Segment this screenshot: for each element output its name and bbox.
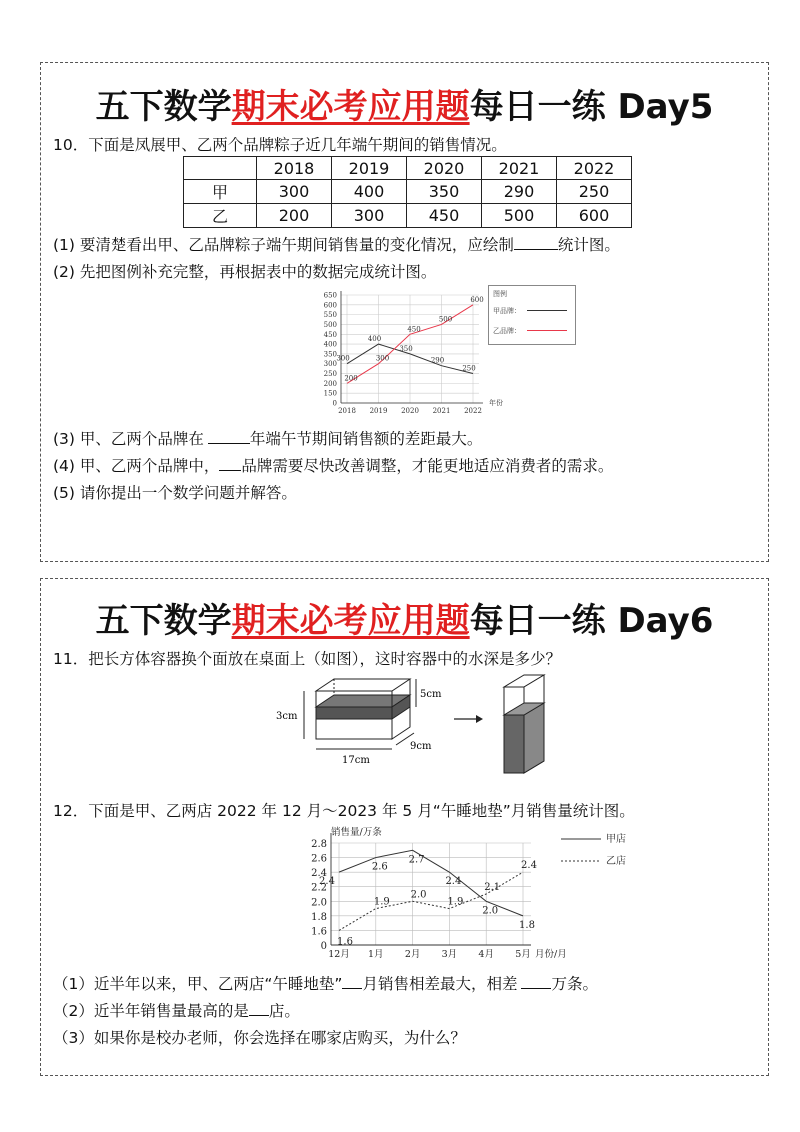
table-row-label: 甲 — [184, 180, 257, 204]
y-tick-label: 1.8 — [311, 911, 327, 923]
data-label: 350 — [399, 344, 413, 353]
q10-part3-text: (3) 甲、乙两个品牌在 — [53, 430, 204, 448]
q12-part2 — [53, 999, 300, 1021]
x-tick-label: 2020 — [401, 407, 419, 415]
data-label-jia: 2.6 — [371, 861, 388, 873]
data-label-jia: 1.8 — [519, 919, 535, 931]
data-label: 300 — [375, 354, 390, 363]
y-tick-label: 200 — [323, 379, 337, 388]
x-axis-label: 年份 — [489, 399, 503, 407]
label-width: 3cm — [276, 711, 298, 722]
q12-part1 — [53, 972, 598, 994]
answer-blank[interactable] — [514, 235, 558, 250]
data-label-jia: 2.4 — [445, 876, 462, 888]
x-tick-label: 12月 — [328, 949, 350, 960]
q12-stem: 12．下面是甲、乙两店 2022 年 12 月～2023 年 5 月“午睡地垫”月销售量统计图。 — [53, 802, 635, 820]
q12-part1-tail: 万条。 — [551, 975, 598, 993]
data-label: 400 — [367, 335, 382, 344]
data-label-yi: 2.4 — [521, 860, 537, 872]
q12-part1-text: （1）近半年以来，甲、乙两店“午睡地垫” — [53, 975, 343, 993]
y-tick-label: 600 — [323, 301, 337, 310]
q10-stem: 10．下面是凤展甲、乙两个品牌粽子近几年端午期间的销售情况。 — [53, 136, 507, 154]
table-cell: 300 — [257, 180, 332, 204]
answer-blank[interactable] — [521, 974, 551, 989]
table-year: 2018 — [257, 157, 332, 180]
data-label: 200 — [344, 374, 358, 383]
day6-card — [40, 578, 769, 1076]
horizontal-box — [304, 679, 416, 749]
data-label: 250 — [462, 364, 476, 373]
arrow-icon — [454, 715, 483, 723]
day6-title — [41, 593, 768, 642]
x-tick-label: 5月 — [515, 949, 531, 960]
chart1-legend — [488, 285, 576, 345]
q10-part4-tail: 品牌需要尽快改善调整，才能更地适应消费者的需求。 — [241, 457, 614, 475]
q10-part1 — [53, 233, 620, 255]
table-cell: 600 — [557, 204, 632, 228]
answer-blank[interactable] — [249, 1001, 269, 1016]
sales-table — [183, 156, 632, 228]
data-label: 450 — [407, 325, 421, 334]
x-tick-label: 4月 — [478, 949, 494, 960]
data-label-jia: 2.7 — [408, 854, 425, 866]
data-label-yi: 2.1 — [484, 882, 501, 893]
q10-part4-text: (4) 甲、乙两个品牌中， — [53, 457, 220, 475]
legend-item-yi — [493, 326, 521, 336]
y-tick-label: 400 — [323, 340, 337, 349]
title-prefix: 五下数学 — [95, 87, 232, 127]
title-highlight: 期末必考应用题 — [231, 87, 470, 127]
table-corner — [184, 157, 257, 180]
label-length: 17cm — [342, 755, 370, 766]
x-tick-label: 2018 — [338, 407, 356, 415]
y-tick-label: 550 — [323, 311, 337, 320]
x-tick-label: 2021 — [432, 407, 451, 415]
answer-blank[interactable] — [219, 456, 241, 471]
x-tick-label: 2022 — [464, 407, 482, 415]
x-axis-label: 月份/月 — [535, 949, 567, 960]
table-cell: 250 — [557, 180, 632, 204]
y-tick-label: 2.8 — [311, 839, 327, 850]
q10-part1-tail: 统计图。 — [557, 236, 620, 254]
table-row-label: 乙 — [184, 204, 257, 228]
table-cell: 200 — [257, 204, 332, 228]
legend-label-yi: 乙店 — [606, 856, 626, 867]
y-tick-label: 2.2 — [311, 882, 327, 894]
q10-part3-tail: 年端午节期间销售额的差距最大。 — [249, 430, 483, 448]
q12-part2-tail: 店。 — [268, 1002, 300, 1020]
legend-label-jia: 甲店 — [606, 834, 626, 845]
table-cell: 350 — [407, 180, 482, 204]
q11-stem: 11．把长方体容器换个面放在桌面上（如图），这时容器中的水深是多少？ — [53, 650, 561, 668]
y-tick-label: 0 — [320, 941, 327, 952]
table-row — [184, 180, 632, 204]
table-cell: 400 — [332, 180, 407, 204]
table-cell: 500 — [482, 204, 557, 228]
container-diagram — [276, 667, 576, 777]
q10-part5: (5) 请你提出一个数学问题并解答。 — [53, 484, 297, 502]
y-tick-label: 2.0 — [311, 897, 327, 909]
table-header-row — [184, 157, 632, 180]
table-year: 2019 — [332, 157, 407, 180]
q10-part3 — [53, 427, 482, 449]
y-tick-label: 350 — [323, 350, 337, 359]
y-tick-label: 2.4 — [311, 868, 327, 880]
answer-blank[interactable] — [342, 974, 362, 989]
data-label: 300 — [336, 354, 350, 363]
q10-part2: (2) 先把图例补充完整，再根据表中的数据完成统计图。 — [53, 263, 437, 281]
label-height: 5cm — [420, 689, 442, 700]
table-cell: 290 — [482, 180, 557, 204]
legend-line-yi — [527, 330, 567, 331]
y-tick-label: 450 — [323, 330, 337, 339]
q12-part2-text: （2）近半年销售量最高的是 — [53, 1002, 249, 1020]
data-label: 500 — [438, 315, 453, 324]
data-label-yi: 1.9 — [373, 896, 390, 908]
y-tick-label: 250 — [323, 370, 337, 379]
data-label: 600 — [470, 295, 484, 304]
legend-title: 图例 — [493, 290, 507, 298]
data-label: 290 — [430, 356, 445, 365]
table-row — [184, 204, 632, 228]
label-depth: 9cm — [410, 741, 432, 752]
answer-blank[interactable] — [208, 429, 250, 444]
table-year: 2022 — [557, 157, 632, 180]
q12-part3: （3）如果你是校办老师，你会选择在哪家店购买，为什么？ — [53, 1029, 466, 1047]
table-cell: 450 — [407, 204, 482, 228]
data-label-yi: 2.0 — [410, 889, 427, 901]
day5-card — [40, 62, 769, 562]
title-suffix: 每日一练 Day5 — [469, 87, 714, 127]
x-tick-label: 2月 — [404, 949, 421, 960]
table-cell: 300 — [332, 204, 407, 228]
legend-label-yi: 乙品牌： — [493, 327, 521, 335]
x-tick-label: 1月 — [368, 949, 384, 960]
data-label-yi: 1.6 — [337, 936, 353, 948]
x-tick-label: 3月 — [441, 949, 458, 960]
y-tick-label: 1.6 — [311, 926, 327, 938]
q12-part1-mid: 月销售相差最大，相差 — [362, 975, 518, 993]
data-label-jia: 2.4 — [319, 876, 335, 888]
y-axis-label: 销售量/万条 — [331, 827, 382, 838]
y-tick-label: 150 — [323, 389, 337, 398]
title-highlight: 期末必考应用题 — [231, 601, 470, 641]
title-suffix: 每日一练 Day6 — [469, 601, 714, 641]
legend-label-jia: 甲品牌： — [493, 307, 521, 315]
legend-item-jia — [493, 306, 521, 316]
q10-part1-text: (1) 要清楚看出甲、乙品牌粽子端午期间销售量的变化情况，应绘制 — [53, 236, 514, 254]
data-label-yi: 1.9 — [447, 896, 464, 908]
legend-line-jia — [527, 310, 567, 311]
x-tick-label: 2019 — [369, 407, 388, 415]
title-prefix: 五下数学 — [95, 601, 232, 641]
vertical-box — [504, 675, 544, 773]
y-tick-label: 0 — [332, 399, 337, 408]
table-year: 2020 — [407, 157, 482, 180]
q10-part4 — [53, 454, 613, 476]
day5-title — [41, 79, 768, 128]
y-tick-label: 500 — [323, 320, 337, 329]
y-tick-label: 2.6 — [311, 853, 327, 865]
store-sales-line-chart — [261, 825, 631, 965]
y-tick-label: 650 — [323, 291, 337, 300]
y-tick-label: 300 — [323, 360, 337, 369]
data-label-jia: 2.0 — [482, 905, 499, 917]
table-year: 2021 — [482, 157, 557, 180]
